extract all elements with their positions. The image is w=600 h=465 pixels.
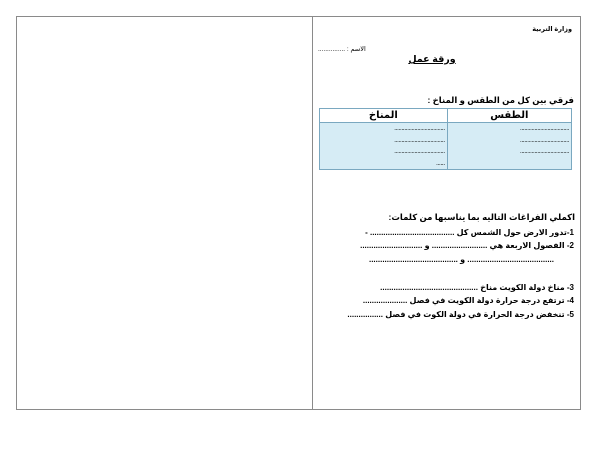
table-cell: ...................................	[320, 135, 448, 147]
student-name-field: الاسم : ...............	[318, 46, 366, 53]
table-row	[320, 146, 572, 158]
table-cell: ..................................	[447, 146, 571, 158]
left-pane-blank	[17, 17, 311, 409]
fill-blank-item-1: 1-تدور الارض حول الشمس كل ...................................... -	[365, 228, 574, 237]
table-cell: ......	[320, 158, 448, 170]
column-divider	[312, 16, 313, 410]
worksheet-pane	[314, 17, 578, 409]
worksheet-title: ورقة عمل	[408, 54, 456, 65]
table-row	[320, 123, 572, 135]
table-cell: ..................................	[447, 123, 571, 135]
question2-prompt: اكملي الفراغات التاليه بما يناسبها من كلمات:	[388, 212, 575, 222]
fill-blank-item-4: 4- ترتفع درجة حرارة دولة الكويت في فصل ....................	[362, 296, 574, 305]
table-cell: ...................................	[320, 123, 448, 135]
question1-prompt: فرقي بين كل من الطقس و المناخ :	[427, 95, 574, 105]
table-cell: ..................................	[447, 135, 571, 147]
fill-blank-item-3: 3- مناخ دولة الكويت مناخ ............................................	[380, 283, 574, 292]
fill-blank-item-5: 5- تنخفض درجة الحرارة في دولة الكوت في فصل ................	[347, 310, 574, 319]
fill-blank-item-2-continued: ....................................... و ........................................	[368, 255, 554, 264]
fill-blank-item-2: 2- الفصول الاربعة هي ......................... و ............................	[360, 241, 574, 250]
table-row	[320, 158, 572, 170]
table-row	[320, 135, 572, 147]
table-cell	[447, 158, 571, 170]
weather-climate-table	[319, 108, 572, 170]
column-header-weather: الطقس	[447, 109, 571, 123]
column-header-climate: المناخ	[320, 109, 448, 123]
table-cell: ...................................	[320, 146, 448, 158]
ministry-label: وزارة التربية	[532, 26, 572, 33]
